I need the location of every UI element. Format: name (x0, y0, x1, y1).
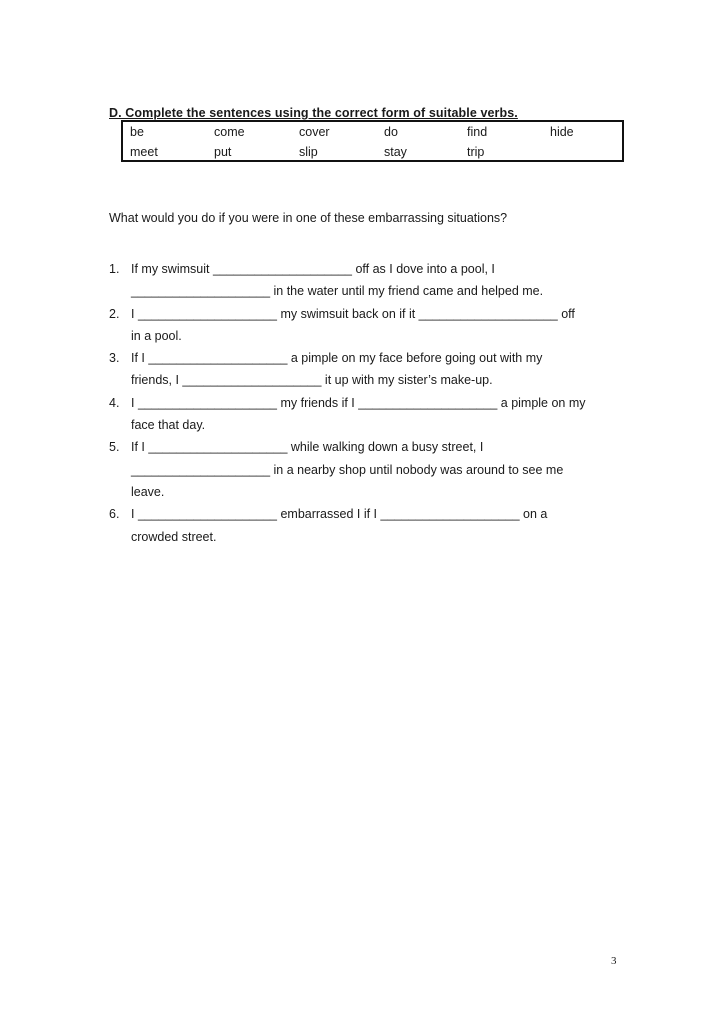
item-line: If I ____________________ while walking down a busy street, I (131, 440, 484, 455)
verb-row (123, 122, 622, 142)
item-number: 6. (109, 507, 120, 522)
verb-word: come (214, 125, 245, 139)
item-text (109, 392, 629, 437)
verb-word: find (467, 125, 488, 139)
verb-word: stay (384, 145, 407, 159)
item-line: I ____________________ my swimsuit back on if it ____________________ off (131, 306, 575, 321)
verb-word: slip (299, 145, 318, 159)
item-text (109, 303, 629, 348)
exercise-item (109, 392, 629, 437)
verb-word: trip (467, 145, 485, 159)
verb-word: be (130, 125, 144, 139)
item-number: 1. (109, 262, 120, 276)
item-line: crowded street. (131, 529, 217, 544)
item-number: 5. (109, 440, 120, 455)
item-line: If I ____________________ a pimple on my face before going out with my (131, 351, 543, 366)
item-number: 2. (109, 306, 120, 321)
exercise-item (109, 258, 629, 303)
exercise-item (109, 303, 629, 348)
item-line: friends, I ____________________ it up with my sister’s make-up. (131, 373, 493, 388)
exercise-list (109, 258, 629, 548)
question-prompt: What would you do if you were in one of these embarrassing situations? (109, 211, 508, 225)
verb-row (123, 142, 622, 162)
section-heading: D. Complete the sentences using the correct form of suitable verbs. (109, 106, 518, 120)
item-line: ____________________ in a nearby shop until nobody was around to see me (131, 462, 564, 477)
item-text (109, 347, 629, 392)
exercise-item (109, 503, 629, 548)
item-text (109, 258, 629, 303)
verb-word: do (384, 125, 398, 139)
exercise-item (109, 347, 629, 392)
item-line: ____________________ in the water until my friend came and helped me. (131, 284, 544, 299)
page-number: 3 (611, 955, 617, 967)
verb-word: cover (299, 125, 330, 139)
item-line: I ____________________ embarrassed I if I ____________________ on a (131, 507, 548, 522)
item-number: 4. (109, 395, 120, 410)
exercise-item (109, 436, 629, 503)
item-line: face that day. (131, 418, 206, 433)
verb-word: meet (130, 145, 158, 159)
item-number: 3. (109, 351, 120, 366)
verb-word: hide (550, 125, 574, 139)
verb-bank-box (121, 120, 624, 162)
item-line: leave. (131, 484, 165, 499)
item-line: in a pool. (131, 328, 182, 343)
item-text (109, 436, 629, 503)
verb-word: put (214, 145, 232, 159)
item-text (109, 503, 629, 548)
item-line: If my swimsuit ____________________ off as I dove into a pool, I (131, 262, 495, 276)
item-line: I ____________________ my friends if I ____________________ a pimple on my (131, 395, 586, 410)
